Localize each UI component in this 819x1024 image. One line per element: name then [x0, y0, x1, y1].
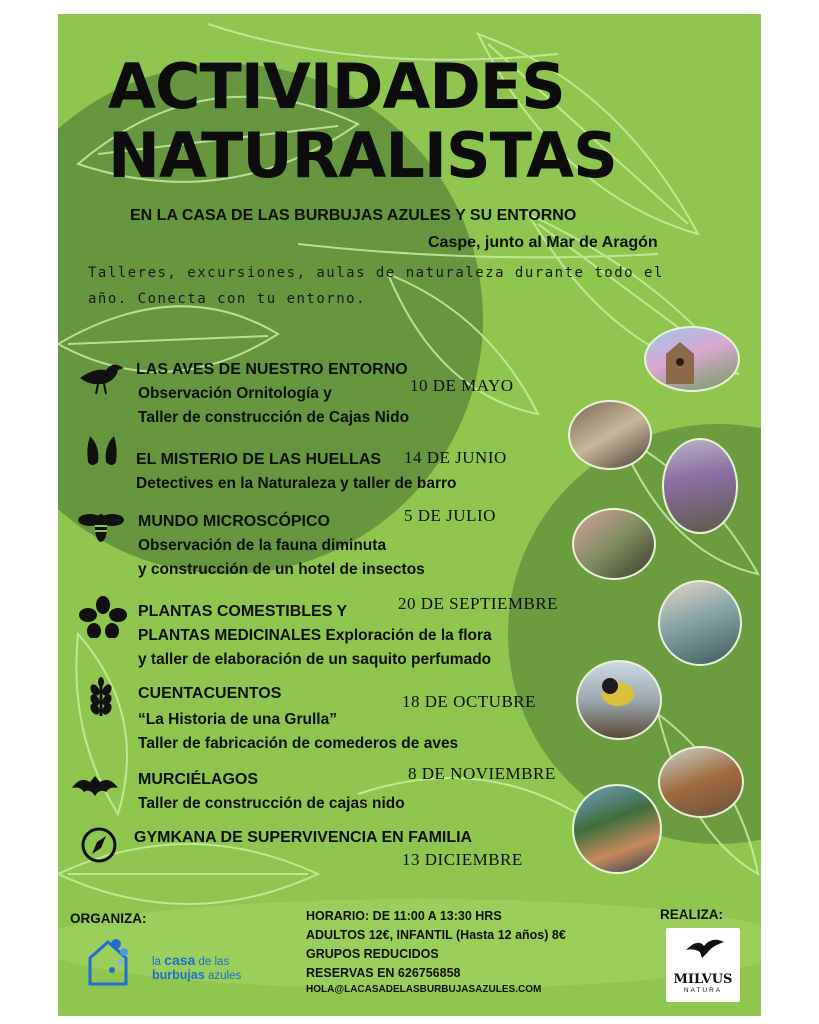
plants-photo [658, 580, 742, 666]
activity-3-line-2: y construcción de un hotel de insectos [138, 561, 425, 578]
bat-box-photo [658, 746, 744, 818]
casa-burbujas-logo-icon [86, 932, 136, 988]
flower-icon [78, 596, 128, 638]
intro-line-2: año. Conecta con tu entorno. [88, 291, 367, 307]
birdwatching-photo [568, 400, 652, 470]
activity-3-title: MUNDO MICROSCÓPICO [138, 513, 330, 530]
subtitle: EN LA CASA DE LAS BURBUJAS AZULES Y SU ENTORNO [130, 207, 577, 224]
precio-text: ADULTOS 12€, INFANTIL (Hasta 12 años) 8€ [306, 928, 566, 942]
reservas-text: RESERVAS EN 626756858 [306, 966, 461, 980]
activity-5-title: CUENTACUENTOS [138, 685, 282, 702]
hoofprint-icon [78, 432, 128, 474]
activity-1-title: LAS AVES DE NUESTRO ENTORNO [136, 361, 408, 378]
activity-5-line-1: “La Historia de una Grulla” [138, 711, 337, 728]
milvus-name: MILVUS [673, 972, 733, 987]
activity-4-date: 20 DE SEPTIEMBRE [398, 594, 559, 613]
activity-5-line-2: Taller de fabricación de comederos de aves [138, 735, 459, 752]
location: Caspe, junto al Mar de Aragón [428, 234, 658, 251]
wheat-icon [76, 676, 126, 718]
activity-3-line-1: Observación de la fauna diminuta [138, 537, 387, 554]
bee-icon [76, 504, 126, 546]
title-line-1: ACTIVIDADES [108, 50, 565, 123]
activity-6-date: 8 DE NOVIEMBRE [408, 764, 556, 783]
activity-2-date: 14 DE JUNIO [404, 448, 507, 467]
horario-text: HORARIO: DE 11:00 A 13:30 HRS [306, 909, 502, 923]
activity-1-date: 10 DE MAYO [410, 376, 514, 395]
tracks-photo [662, 438, 738, 534]
organiza-label: ORGANIZA: [70, 911, 147, 926]
activity-4-line-2: y taller de elaboración de un saquito perfumado [138, 651, 492, 668]
casa-burbujas-logo-text: la casa de las burbujas azules [152, 952, 242, 982]
milvus-sub: NATURA [683, 987, 723, 994]
insects-photo [572, 508, 656, 580]
intro-line-1: Talleres, excursiones, aulas de naturaleza durante todo el [88, 265, 664, 281]
milvus-natura-logo [666, 928, 740, 1002]
activity-7-title: GYMKANA DE SUPERVIVENCIA EN FAMILIA [134, 829, 473, 846]
activity-3-date: 5 DE JULIO [404, 506, 496, 525]
bat-icon [70, 766, 120, 808]
feeder-photo [576, 660, 662, 740]
activity-4-line-1: PLANTAS MEDICINALES Exploración de la flora [138, 627, 492, 644]
poster [58, 14, 761, 1016]
activity-2-line-1: Detectives en la Naturaleza y taller de barro [136, 475, 457, 492]
grupos-text: GRUPOS REDUCIDOS [306, 947, 439, 961]
compass-icon [74, 824, 124, 866]
activity-6-line-1: Taller de construcción de cajas nido [138, 795, 405, 812]
bird-icon [76, 354, 126, 396]
activity-6-title: MURCIÉLAGOS [138, 771, 258, 788]
activity-5-date: 18 DE OCTUBRE [402, 692, 536, 711]
activity-1-line-2: Taller de construcción de Cajas Nido [138, 409, 410, 426]
activity-2-title: EL MISTERIO DE LAS HUELLAS [136, 451, 382, 468]
email-text: HOLA@LACASADELASBURBUJASAZULES.COM [306, 984, 542, 995]
family-gymkana-photo [572, 784, 662, 874]
activity-1-line-1: Observación Ornitología y [138, 385, 332, 402]
realiza-label: REALIZA: [660, 907, 723, 922]
activity-7-date: 13 DICIEMBRE [402, 850, 523, 869]
kite-bird-icon [666, 928, 740, 968]
title-line-2: NATURALISTAS [108, 119, 617, 192]
activity-4-title: PLANTAS COMESTIBLES Y [138, 603, 348, 620]
birdhouse-photo [644, 326, 740, 392]
